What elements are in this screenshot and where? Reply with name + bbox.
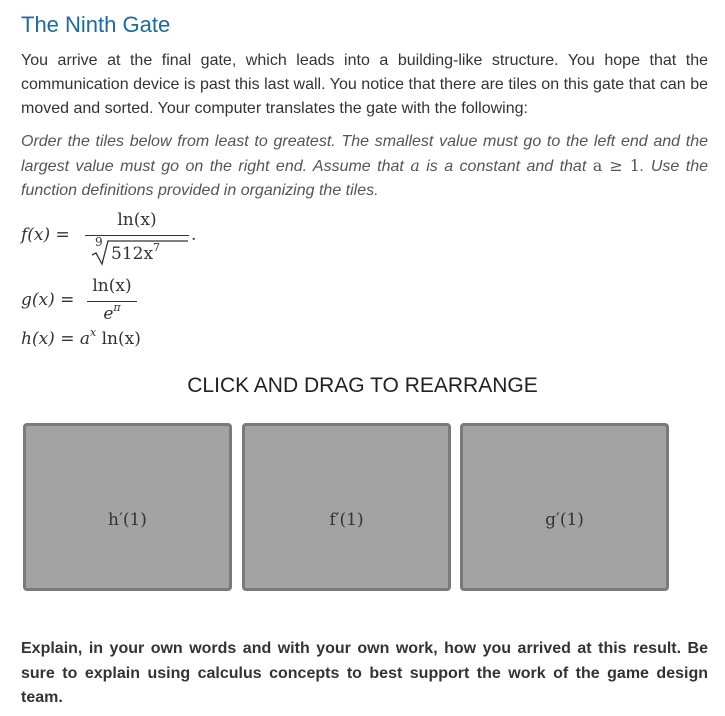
f-fraction bbox=[85, 210, 189, 270]
g-den-exp: π bbox=[113, 301, 121, 314]
tile-g-prime[interactable] bbox=[460, 423, 669, 591]
g-fraction bbox=[87, 276, 137, 326]
tile-f-prime[interactable] bbox=[242, 423, 451, 591]
f-exponent: 7 bbox=[153, 241, 161, 254]
tile-label: h′(1) bbox=[108, 510, 147, 530]
condition-a: a ≥ 1 bbox=[592, 156, 640, 175]
function-g bbox=[21, 276, 221, 326]
intro-text: You arrive at the final gate, which leads into a building-like structure. You hope that the communication device is past this last wall. You notice that there are tiles on this gate that can be moved and sorted. Your computer translates the gate with the following: bbox=[21, 52, 708, 117]
f-numerator: ln(x) bbox=[117, 210, 157, 230]
tile-h-prime[interactable] bbox=[23, 423, 232, 591]
h-base: a bbox=[79, 329, 90, 349]
f-radicand: 512x bbox=[111, 244, 154, 264]
f-root-index: 9 bbox=[95, 235, 103, 249]
var-a: a bbox=[410, 156, 420, 175]
g-denominator bbox=[87, 301, 137, 324]
tile-label: g′(1) bbox=[545, 510, 584, 530]
g-fraction-bar bbox=[87, 301, 137, 302]
explain-prompt: Explain, in your own words and with your own work, how you arrived at this result. Be sure to explain using calculus concepts to best support the work of the game design team. bbox=[21, 640, 708, 706]
g-numerator: ln(x) bbox=[92, 276, 132, 296]
h-lhs: h(x) = bbox=[21, 329, 75, 349]
instructions-part3: Use the function definitions provided in organizing the tiles. bbox=[21, 158, 708, 199]
function-h bbox=[21, 326, 241, 355]
h-exp: x bbox=[90, 326, 97, 339]
function-f bbox=[21, 210, 221, 270]
instructions-period: . bbox=[639, 158, 645, 175]
instructions-text bbox=[21, 130, 708, 203]
drag-instruction-label: CLICK AND DRAG TO REARRANGE bbox=[187, 374, 538, 397]
page-title: The Ninth Gate bbox=[21, 12, 171, 37]
h-rest: ln(x) bbox=[101, 329, 141, 349]
instructions-part2: is a constant and that bbox=[426, 158, 587, 175]
g-den-base: e bbox=[103, 304, 114, 324]
g-lhs: g(x) = bbox=[21, 290, 75, 310]
f-lhs: f(x) = bbox=[21, 225, 70, 245]
f-trailing-period: . bbox=[191, 225, 197, 245]
tile-label: f′(1) bbox=[329, 510, 364, 530]
instructions-part1: Order the tiles below from least to greatest. The smallest value must go to the left end and the largest value must go on the right end. Assume that bbox=[21, 133, 708, 175]
